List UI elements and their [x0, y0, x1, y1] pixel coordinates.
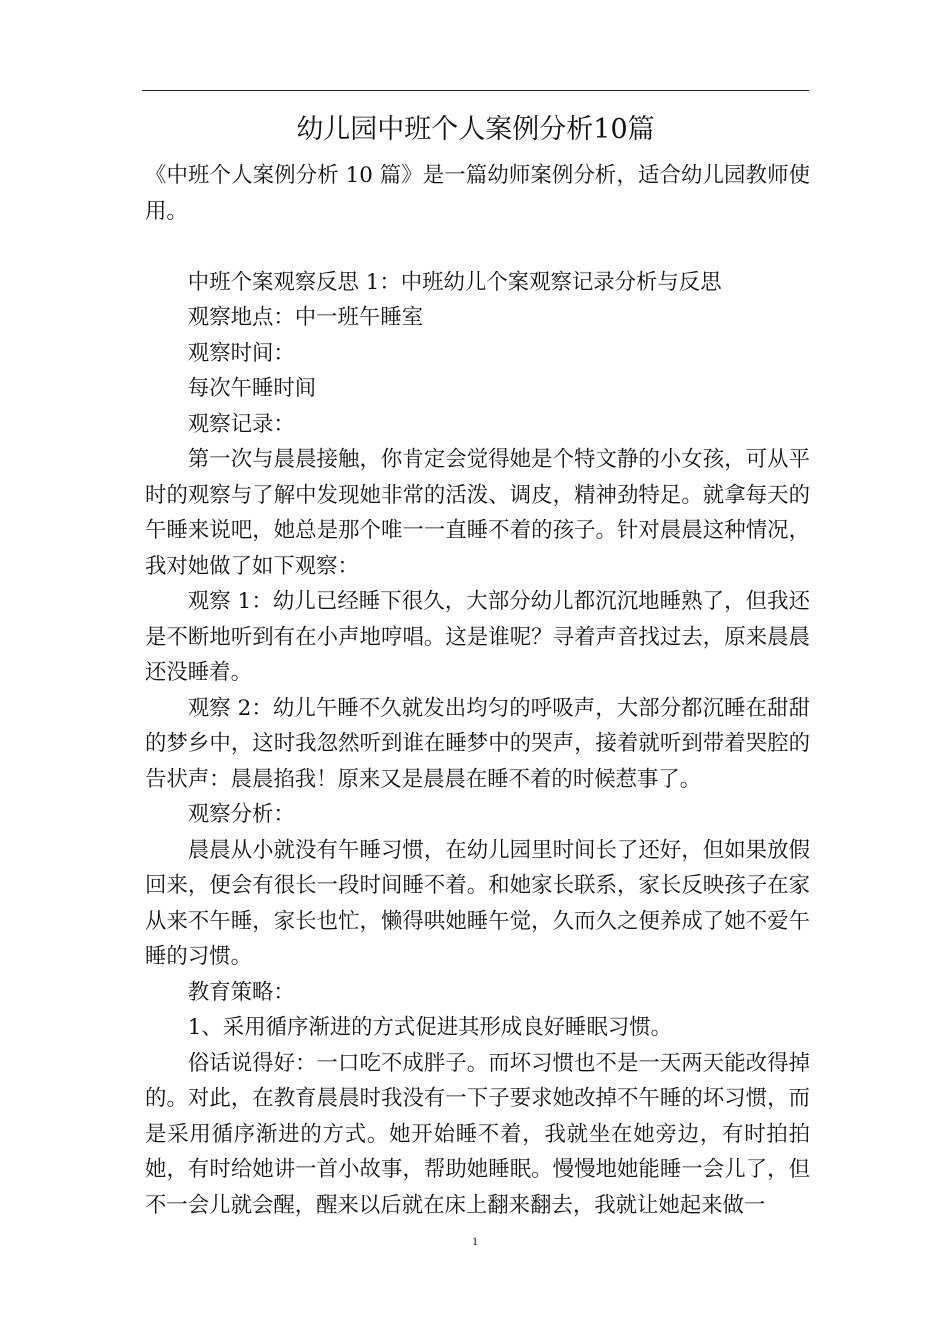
observation-time-value: 每次午睡时间 [187, 376, 317, 401]
body-paragraph: 第一次与晨晨接触，你肯定会觉得她是个特文静的小女孩，可从平时的观察与了解中发现她非常的活泼、调皮，精神劲特足。就拿每天的午睡来说吧，她总是那个唯一一直睡不着的孩子。针对晨晨这种情况，我对她做了如下观察： [145, 447, 810, 579]
document-title: 幼儿园中班个人案例分析10篇 [296, 114, 655, 145]
observation-time-label: 观察时间： [187, 340, 295, 366]
strategy-item: 1、采用循序渐进的方式促进其形成良好睡眠习惯。 [187, 1015, 673, 1040]
header-rule [142, 90, 809, 91]
body-paragraph: 俗话说得好：一口吃不成胖子。而坏习惯也不是一天两天能改得掉的。对此，在教育晨晨时我没有一下子要求她改掉不午睡的坏习惯，而是采用循序渐进的方式。她开始睡不着，我就坐在她旁边，有时拍拍她，有时给她讲一首小故事，帮助她睡眠。慢慢地她能睡一会儿了，但不一会儿就会醒，醒来以后就在床上翻来翻去，我就让她起来做一 [145, 1050, 810, 1218]
body-paragraph: 观察 2：幼儿午睡不久就发出均匀的呼吸声，大部分都沉睡在甜甜的梦乡中，这时我忽然听到谁在睡梦中的哭声，接着就听到带着哭腔的告状声：晨晨掐我！原来又是晨晨在睡不着的时候惹事了。 [145, 695, 810, 792]
paragraph-gap [145, 229, 810, 265]
document-body [145, 158, 810, 1223]
body-paragraph: 观察 1：幼儿已经睡下很久，大部分幼儿都沉沉地睡熟了，但我还是不断地听到有在小声地哼唱。这是谁呢？寻着声音找过去，原来晨晨还没睡着。 [145, 589, 810, 685]
observation-location: 观察地点：中一班午睡室 [187, 305, 424, 330]
body-paragraph: 晨晨从小就没有午睡习惯，在幼儿园里时间长了还好，但如果放假回来，便会有很长一段时间睡不着。和她家长联系，家长反映孩子在家从来不午睡，家长也忙，懒得哄她睡午觉，久而久之便养成了她不爱午睡的习惯。 [145, 837, 810, 969]
section-heading: 中班个案观察反思 1：中班幼儿个案观察记录分析与反思 [187, 269, 722, 295]
analysis-label: 观察分析： [187, 802, 295, 827]
intro-paragraph: 《中班个人案例分析 10 篇》是一篇幼师案例分析，适合幼儿园教师使用。 [145, 163, 810, 224]
strategy-label: 教育策略： [187, 979, 295, 1005]
observation-record-label: 观察记录： [187, 411, 295, 437]
page-number: 1 [472, 1234, 478, 1248]
